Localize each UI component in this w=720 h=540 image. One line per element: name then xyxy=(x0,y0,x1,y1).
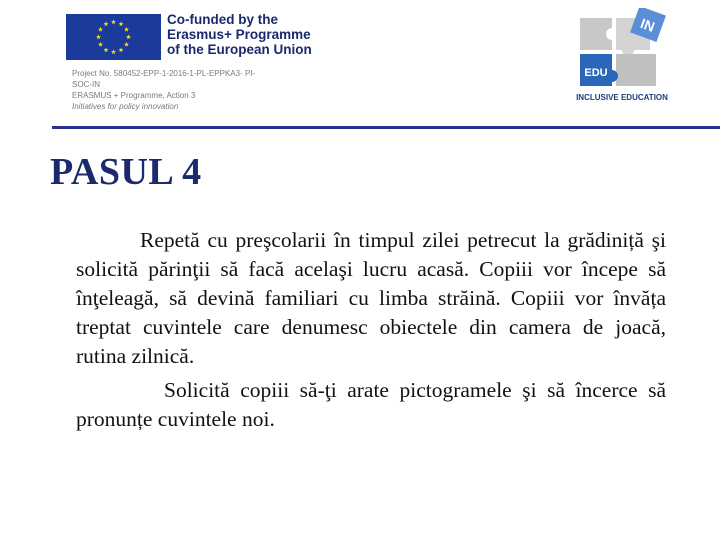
project-line: SOC-IN xyxy=(72,80,100,89)
eu-text-line: of the European Union xyxy=(167,42,312,57)
eu-flag-logo xyxy=(66,14,161,60)
project-info xyxy=(72,68,255,112)
project-line: ERASMUS + Programme, Action 3 xyxy=(72,91,196,100)
project-line: Project No. 580452-EPP-1-2016-1-PL-EPPKA3- PI- xyxy=(72,69,256,78)
logo-caption: INCLUSIVE EDUCATION xyxy=(576,93,668,102)
eu-text-line: Co-funded by the xyxy=(167,12,278,27)
eu-cofunded-text xyxy=(167,12,312,57)
paragraph: Repetă cu preşcolarii în timpul zilei petrecut la grădiniță şi solicită părinţii să facă acelaşi lucru acasă. Copiii vor începe să înţeleagă, să devină familiari cu limba străină. Copiii vor învăța treptat cuvintele care denumesc obiectele din camera de joacă, rutina zilnică. xyxy=(76,228,666,368)
header-divider xyxy=(52,126,720,129)
eu-text-line: Erasmus+ Programme xyxy=(167,27,311,42)
logo-in-text: IN xyxy=(638,15,657,35)
project-line-italic: Initiatives for policy innovation xyxy=(72,102,179,111)
logo-edu-text: EDU xyxy=(584,67,608,79)
page-title: PASUL 4 xyxy=(50,151,202,193)
paragraph: Solicită copiii să-ţi arate pictogramele şi să încerce să pronunțe cuvintele noi. xyxy=(76,378,666,431)
body-text xyxy=(76,226,666,434)
